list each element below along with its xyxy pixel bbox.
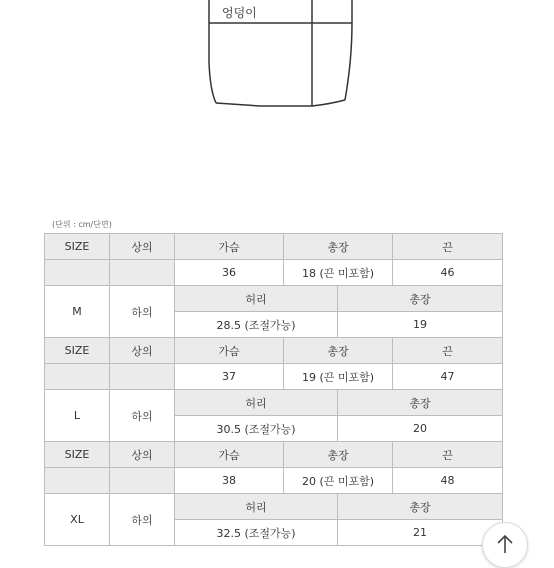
bottom-label-cell: 하의 <box>110 494 175 546</box>
chest-header: 가슴 <box>175 338 284 364</box>
waist-header: 허리 <box>175 286 338 312</box>
size-value-cell: M <box>45 286 110 338</box>
chest-header: 가슴 <box>175 442 284 468</box>
chest-value: 38 <box>175 468 284 494</box>
skirt-outline-icon <box>0 0 554 110</box>
top-label-cell <box>110 364 175 390</box>
unit-note: (단위 : cm/단면) <box>52 220 112 229</box>
top-label-cell <box>110 468 175 494</box>
hip-label: 엉덩이 <box>222 6 257 20</box>
length-value: 20 (끈 미포함) <box>284 468 393 494</box>
waist-value: 32.5 (조절가능) <box>175 520 338 546</box>
size-value-cell: L <box>45 390 110 442</box>
size-l-top-value-row <box>45 364 503 390</box>
size-xl-top-value-row <box>45 468 503 494</box>
strap-header: 끈 <box>393 442 503 468</box>
chest-header: 가슴 <box>175 234 284 260</box>
size-m-bottom-header-row <box>45 286 503 312</box>
strap-value: 48 <box>393 468 503 494</box>
size-chart-table <box>44 233 503 546</box>
strap-value: 47 <box>393 364 503 390</box>
length-value: 18 (끈 미포함) <box>284 260 393 286</box>
arrow-up-icon <box>495 533 515 555</box>
size-label-cell: SIZE <box>45 338 110 364</box>
size-label-cell <box>45 260 110 286</box>
bottom-length-header: 총장 <box>338 286 503 312</box>
skirt-diagram <box>0 0 554 110</box>
size-xl-top-header-row <box>45 442 503 468</box>
top-label-cell: 상의 <box>110 338 175 364</box>
size-label-cell <box>45 468 110 494</box>
bottom-length-value: 20 <box>338 416 503 442</box>
chest-value: 36 <box>175 260 284 286</box>
top-label-cell: 상의 <box>110 234 175 260</box>
length-header: 총장 <box>284 442 393 468</box>
strap-header: 끈 <box>393 338 503 364</box>
size-m-top-header-row <box>45 234 503 260</box>
waist-value: 30.5 (조절가능) <box>175 416 338 442</box>
size-label-cell <box>45 364 110 390</box>
waist-header: 허리 <box>175 494 338 520</box>
length-value: 19 (끈 미포함) <box>284 364 393 390</box>
bottom-length-header: 총장 <box>338 390 503 416</box>
size-m-top-value-row <box>45 260 503 286</box>
top-label-cell: 상의 <box>110 442 175 468</box>
bottom-length-value: 21 <box>338 520 503 546</box>
size-label-cell: SIZE <box>45 234 110 260</box>
top-label-cell <box>110 260 175 286</box>
size-xl-bottom-header-row <box>45 494 503 520</box>
size-value-cell: XL <box>45 494 110 546</box>
bottom-length-header: 총장 <box>338 494 503 520</box>
chest-value: 37 <box>175 364 284 390</box>
size-l-bottom-header-row <box>45 390 503 416</box>
bottom-label-cell: 하의 <box>110 390 175 442</box>
length-header: 총장 <box>284 338 393 364</box>
strap-value: 46 <box>393 260 503 286</box>
waist-value: 28.5 (조절가능) <box>175 312 338 338</box>
size-label-cell: SIZE <box>45 442 110 468</box>
length-header: 총장 <box>284 234 393 260</box>
bottom-label-cell: 하의 <box>110 286 175 338</box>
size-l-top-header-row <box>45 338 503 364</box>
scroll-to-top-button[interactable] <box>482 522 528 568</box>
waist-header: 허리 <box>175 390 338 416</box>
bottom-length-value: 19 <box>338 312 503 338</box>
strap-header: 끈 <box>393 234 503 260</box>
